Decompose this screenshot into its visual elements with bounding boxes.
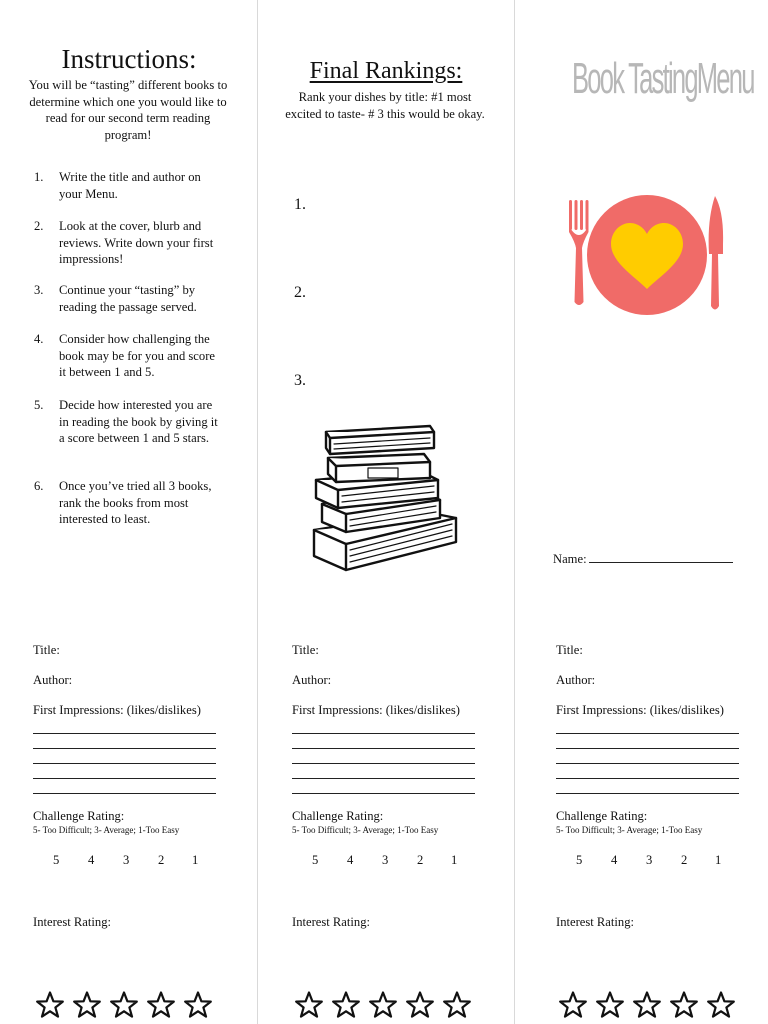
impressions-answer-line[interactable]	[556, 763, 739, 764]
rankings-heading: Final Rankings:	[309, 58, 463, 84]
step-number: 1.	[34, 170, 44, 184]
challenge-score-option[interactable]: 3	[382, 853, 389, 867]
book-stack-icon	[306, 418, 462, 578]
impressions-answer-line[interactable]	[292, 778, 475, 779]
rank-number: 3.	[294, 372, 306, 389]
name-field[interactable]	[553, 550, 733, 567]
challenge-score-option[interactable]: 5	[312, 853, 319, 867]
impressions-answer-line[interactable]	[292, 763, 475, 764]
name-label: Name:	[553, 552, 587, 566]
instruction-step	[34, 397, 224, 447]
card-author-label: Author:	[292, 673, 332, 687]
star-icon[interactable]	[147, 991, 175, 1019]
impressions-answer-line[interactable]	[292, 748, 475, 749]
star-icon[interactable]	[332, 991, 360, 1019]
star-icon[interactable]	[596, 991, 624, 1019]
star-icon[interactable]	[670, 991, 698, 1019]
challenge-score-option[interactable]: 1	[192, 853, 199, 867]
card-impressions-label: First Impressions: (likes/dislikes)	[556, 703, 724, 717]
instruction-step	[34, 331, 224, 381]
star-icon[interactable]	[110, 991, 138, 1019]
star-icon[interactable]	[36, 991, 64, 1019]
impressions-answer-line[interactable]	[33, 748, 216, 749]
card-impressions-label: First Impressions: (likes/dislikes)	[33, 703, 201, 717]
rank-number: 1.	[294, 196, 306, 213]
challenge-score-option[interactable]: 2	[158, 853, 165, 867]
instructions-intro: You will be “tasting” different books to determine which one you would like to read for our second term reading program!	[28, 78, 228, 142]
step-text: Look at the cover, blurb and reviews. Write down your first impressions!	[59, 219, 214, 266]
challenge-score-option[interactable]: 4	[347, 853, 354, 867]
menu-title: Book TastingMenu	[572, 54, 754, 103]
instruction-step	[34, 282, 224, 315]
card-interest-label: Interest Rating:	[292, 915, 370, 929]
card-title-label: Title:	[556, 643, 583, 657]
instruction-step	[34, 478, 224, 528]
impressions-answer-line[interactable]	[33, 763, 216, 764]
star-icon[interactable]	[73, 991, 101, 1019]
impressions-answer-line[interactable]	[33, 793, 216, 794]
card-impressions-label: First Impressions: (likes/dislikes)	[292, 703, 460, 717]
step-number: 6.	[34, 479, 44, 493]
card-author-label: Author:	[33, 673, 73, 687]
impressions-answer-line[interactable]	[292, 793, 475, 794]
challenge-score-option[interactable]: 4	[611, 853, 618, 867]
card-author-label: Author:	[556, 673, 596, 687]
rankings-intro: Rank your dishes by title: #1 most excited to taste- # 3 this would be okay.	[285, 90, 485, 121]
step-text: Consider how challenging the book may be for you and score it between 1 and 5.	[59, 332, 215, 379]
step-text: Continue your “tasting” by reading the passage served.	[59, 283, 197, 314]
card-challenge-label: Challenge Rating:	[292, 809, 384, 823]
star-icon[interactable]	[369, 991, 397, 1019]
challenge-score-option[interactable]: 3	[646, 853, 653, 867]
star-icon[interactable]	[559, 991, 587, 1019]
impressions-answer-line[interactable]	[33, 733, 216, 734]
challenge-score-option[interactable]: 2	[681, 853, 688, 867]
instructions-heading: Instructions:	[61, 44, 197, 74]
step-number: 3.	[34, 283, 44, 297]
star-icon[interactable]	[295, 991, 323, 1019]
challenge-scale-note: 5- Too Difficult; 3- Average; 1-Too Easy	[292, 825, 439, 835]
step-number: 4.	[34, 332, 44, 346]
challenge-scale-note: 5- Too Difficult; 3- Average; 1-Too Easy	[33, 825, 180, 835]
panel-divider	[257, 0, 258, 1024]
plate-icon	[586, 194, 708, 316]
star-icon[interactable]	[443, 991, 471, 1019]
knife-icon	[706, 196, 724, 312]
instruction-step	[34, 218, 224, 268]
card-interest-label: Interest Rating:	[556, 915, 634, 929]
impressions-answer-line[interactable]	[556, 733, 739, 734]
impressions-answer-line[interactable]	[556, 793, 739, 794]
card-interest-label: Interest Rating:	[33, 915, 111, 929]
panel-divider	[514, 0, 515, 1024]
challenge-score-option[interactable]: 4	[88, 853, 95, 867]
step-text: Write the title and author on your Menu.	[59, 170, 201, 201]
challenge-score-option[interactable]: 1	[715, 853, 722, 867]
step-text: Once you’ve tried all 3 books, rank the books from most interested to least.	[59, 479, 212, 526]
instruction-step	[34, 169, 224, 202]
challenge-scale-note: 5- Too Difficult; 3- Average; 1-Too Easy	[556, 825, 703, 835]
card-title-label: Title:	[292, 643, 319, 657]
rank-number: 2.	[294, 284, 306, 301]
challenge-score-option[interactable]: 1	[451, 853, 458, 867]
step-number: 5.	[34, 398, 44, 412]
star-icon[interactable]	[707, 991, 735, 1019]
challenge-score-option[interactable]: 5	[53, 853, 60, 867]
step-number: 2.	[34, 219, 44, 233]
impressions-answer-line[interactable]	[556, 778, 739, 779]
name-blank-line[interactable]	[589, 550, 733, 563]
star-icon[interactable]	[184, 991, 212, 1019]
star-icon[interactable]	[406, 991, 434, 1019]
star-icon[interactable]	[633, 991, 661, 1019]
impressions-answer-line[interactable]	[292, 733, 475, 734]
card-challenge-label: Challenge Rating:	[33, 809, 125, 823]
card-title-label: Title:	[33, 643, 60, 657]
impressions-answer-line[interactable]	[556, 748, 739, 749]
card-challenge-label: Challenge Rating:	[556, 809, 648, 823]
impressions-answer-line[interactable]	[33, 778, 216, 779]
challenge-score-option[interactable]: 5	[576, 853, 583, 867]
challenge-score-option[interactable]: 2	[417, 853, 424, 867]
challenge-score-option[interactable]: 3	[123, 853, 130, 867]
step-text: Decide how interested you are in reading the book by giving it a score between 1 and 5 stars.	[59, 398, 218, 445]
